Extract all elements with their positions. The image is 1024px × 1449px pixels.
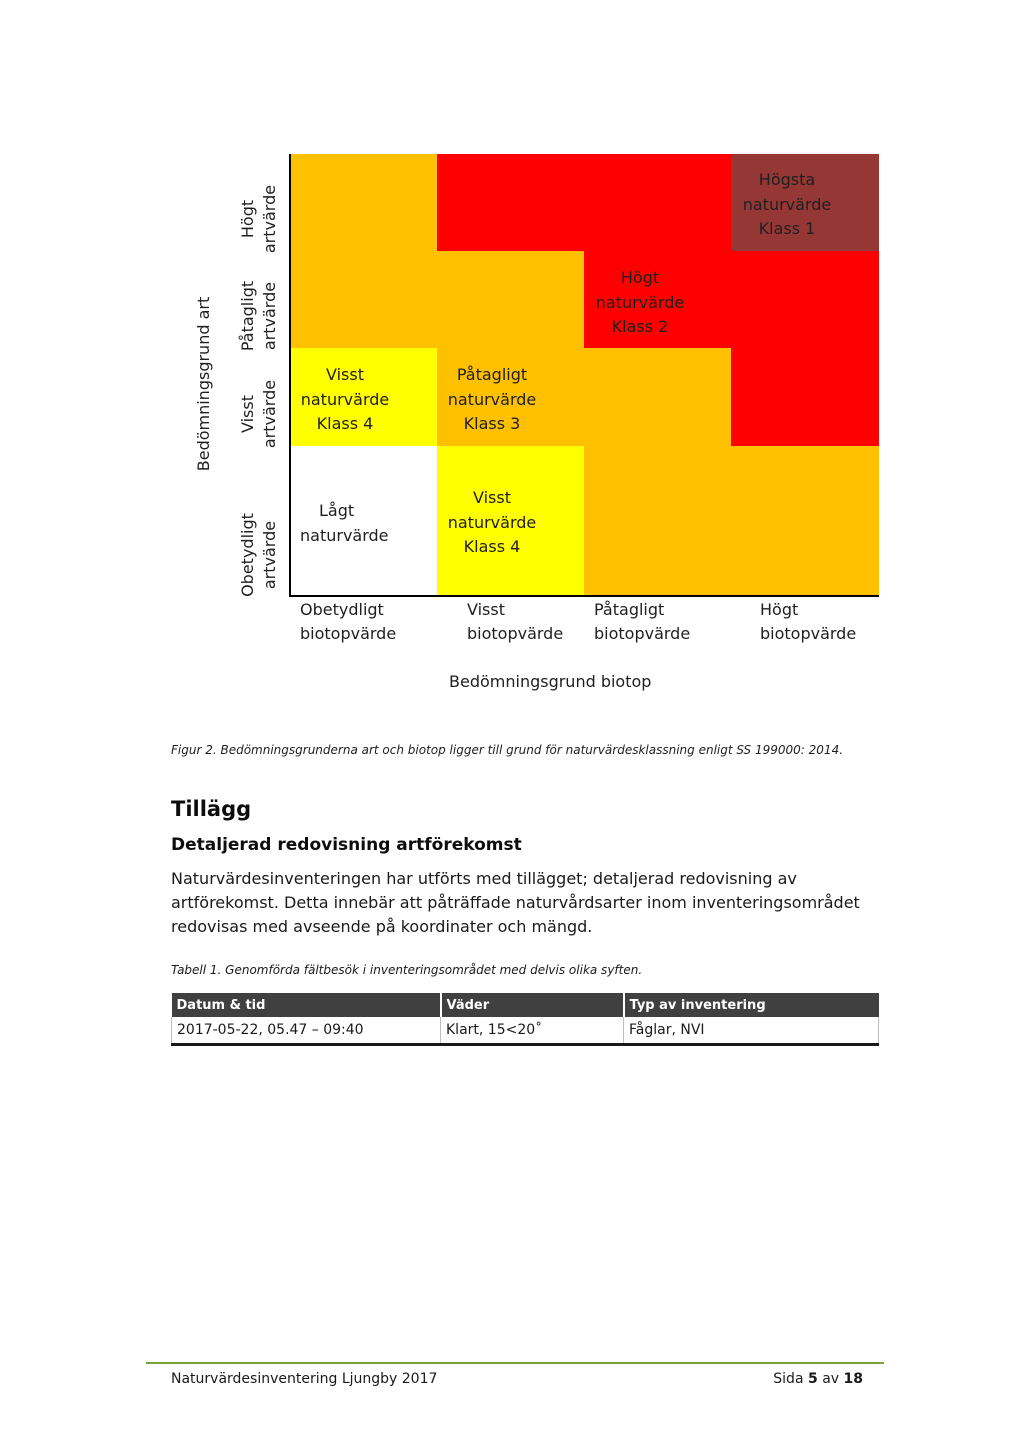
table-header-cell: Väder — [441, 993, 624, 1017]
x-tick-hogt-biotopvarde: Högt biotopvärde — [760, 600, 857, 643]
x-axis-title: Bedömningsgrund biotop — [449, 672, 652, 691]
page-prefix: Sida — [773, 1371, 804, 1387]
cell-r4-c3 — [584, 446, 732, 596]
page-number — [773, 1371, 863, 1387]
label-hogt-naturvarde: Högt naturvärde Klass 2 — [595, 268, 685, 336]
x-tick-visst-biotopvarde: Visst biotopvärde — [467, 600, 564, 643]
label-visst-naturvarde-biotop: Visst naturvärde Klass 4 — [447, 488, 537, 556]
x-tick-obetydligt-biotopvarde: Obetydligt biotopvärde — [300, 600, 397, 643]
y-axis-title: Bedömningsgrund art — [194, 296, 213, 472]
section-heading: Tillägg — [171, 797, 252, 821]
table-header-cell: Datum & tid — [172, 993, 441, 1017]
label-lagt-naturvarde: Lågt naturvärde — [300, 501, 389, 545]
cell-r2-c2 — [437, 251, 585, 349]
cell-r3-c4 — [731, 348, 879, 447]
table-header-row — [172, 993, 879, 1017]
label-visst-naturvarde-art: Visst naturvärde Klass 4 — [300, 365, 390, 433]
cell-r3-c3 — [584, 348, 732, 447]
cell-r1-c2 — [437, 154, 585, 252]
y-tick-obetydligt-artvarde: Obetydligt artvärde — [238, 513, 279, 597]
table-cell: Klart, 15<20˚ — [441, 1017, 624, 1045]
cell-r4-c4 — [731, 446, 879, 596]
figure-caption: Figur 2. Bedömningsgrunderna art och biotop ligger till grund för naturvärdesklassning enligt SS 199000: 2014. — [171, 743, 844, 757]
page-current: 5 — [807, 1371, 818, 1387]
naturvarde-matrix — [0, 0, 1024, 720]
y-tick-patagligt-artvarde: Påtagligt artvärde — [238, 280, 279, 352]
field-visits-table — [171, 993, 879, 1046]
table-header-cell: Typ av inventering — [624, 993, 879, 1017]
cell-r2-c1 — [291, 251, 438, 349]
cell-r1-c1 — [291, 154, 438, 252]
table-row — [172, 1017, 879, 1045]
footer-title: Naturvärdesinventering Ljungby 2017 — [171, 1371, 438, 1387]
cell-r2-c4 — [731, 251, 879, 349]
footer-divider — [146, 1362, 884, 1364]
section-subheading: Detaljerad redovisning artförekomst — [171, 835, 522, 855]
y-tick-visst-artvarde: Visst artvärde — [238, 379, 279, 449]
page-total: 18 — [843, 1371, 863, 1387]
table-cell: Fåglar, NVI — [624, 1017, 879, 1045]
table-caption: Tabell 1. Genomförda fältbesök i inventeringsområdet med delvis olika syften. — [171, 963, 643, 977]
page-mid: av — [822, 1371, 840, 1387]
cell-r1-c3 — [584, 154, 732, 252]
x-axis-line — [289, 595, 879, 597]
y-axis-line — [289, 154, 291, 597]
x-tick-patagligt-biotopvarde: Påtagligt biotopvärde — [594, 600, 691, 643]
body-paragraph: Naturvärdesinventeringen har utförts med tillägget; detaljerad redovisning av artförekomst. Detta innebär att påträffade naturvårdsarter inom inventeringsområdet redovisas med avseende på koordinater och mängd. — [171, 869, 860, 936]
label-patagligt-naturvarde: Påtagligt naturvärde Klass 3 — [447, 365, 537, 433]
table-cell: 2017-05-22, 05.47 – 09:40 — [172, 1017, 441, 1045]
label-hogsta-naturvarde: Högsta naturvärde Klass 1 — [742, 170, 832, 238]
y-tick-hogt-artvarde: Högt artvärde — [238, 184, 279, 254]
